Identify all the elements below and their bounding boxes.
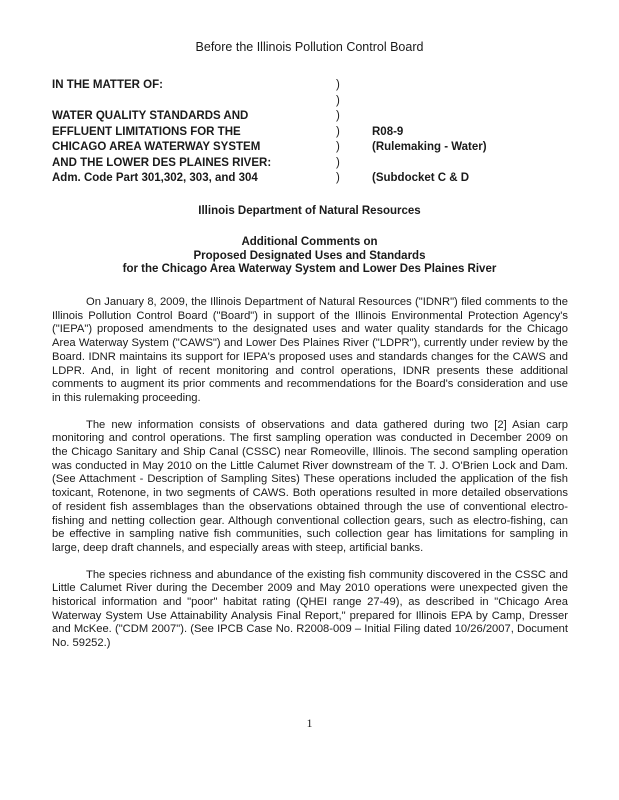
paren: ) [336,141,340,153]
body-paragraph: On January 8, 2009, the Illinois Department of Natural Resources ("IDNR") filed comments to the Illinois Pollution Control Board ("Board") in support of the Illinois Environmental Protection Agency's ("IEPA") proposed amendments to the designated uses and water quality standards for the Chicago Area Waterway System ("CAWS") and Lower Des Plaines River ("LDPR"), currently under review by the Board. IDNR maintains its support for IEPA's proposed uses and standards changes for the CAWS and LDPR. And, in light of recent monitoring and control operations, IDNR presents these additional comments to augment its prior comments and recommendations for the Board's consideration and use in this rulemaking proceeding. [52,296,568,404]
body-paragraph: The new information consists of observations and data gathered during two [2] Asian carp monitoring and control operations. The first sampling operation was conducted in December 2009 on the Chicago Sanitary and Ship Canal (CSSC) near Romeoville, Illinois. The second sampling operation was conducted in May 2010 on the Little Calumet River downstream of the T. J. O'Brien Lock and Dam. (See Attachment - Description of Sampling Sites) These operations included the application of the fish toxicant, Rotenone, in two segments of CAWS. Both operations resulted in more detailed observations of resident fish assemblages than the observations obtained through the use of conventional electro-fishing and netting collection gear. Although conventional collection gears, such as electro-fishing, can be effective in sampling native fish communities, such collection gear has limitations for sampling in large, deep draft channels, and especially areas with steep, artificial banks. [52,418,568,554]
paren: ) [336,125,340,138]
caption-parens [336,78,340,187]
paren: ) [336,94,340,107]
body-paragraph: The species richness and abundance of the existing fish community discovered in the CSSC and Little Calumet River during the December 2009 and May 2010 operations were unexpected given the historical information and "poor" habitat rating (QHEI range 27-49), as described in "Chicago Area Waterway System Use Attainability Analysis Final Report," prepared for Illinois EPA by Camp, Dresser and McKee. ("CDM 2007"). (See IPCB Case No. R2008-009 – Initial Filing dated 10/26/2007, Document No. 59252.) [52,568,568,650]
subject-line: WATER QUALITY STANDARDS AND [52,110,249,122]
subject-line: CHICAGO AREA WATERWAY SYSTEM [52,141,261,153]
agency-name: Illinois Department of Natural Resources [198,205,421,217]
subject-line: Adm. Code Part 301,302, 303, and 304 [52,172,258,184]
title-line: for the Chicago Area Waterway System and Lower Des Plaines River [122,263,497,275]
subject-line: EFFLUENT LIMITATIONS FOR THE [52,125,241,138]
title-line: Additional Comments on [241,236,378,248]
document-body [52,296,568,664]
rulemaking-type: (Rulemaking - Water) [372,141,487,153]
document-title [0,236,619,277]
court-heading: Before the Illinois Pollution Control Board [195,40,424,54]
matter-line: IN THE MATTER OF: [52,79,163,91]
paren: ) [336,172,340,184]
caption-subject [52,78,271,187]
paren: ) [336,156,340,169]
caption-docket [372,78,487,187]
title-line: Proposed Designated Uses and Standards [193,249,426,262]
paren: ) [336,110,340,122]
subject-line: AND THE LOWER DES PLAINES RIVER: [52,156,272,169]
subdocket: (Subdocket C & D [372,172,470,184]
page-number: 1 [306,716,313,730]
paren: ) [336,79,340,91]
docket-number: R08-9 [372,125,404,138]
